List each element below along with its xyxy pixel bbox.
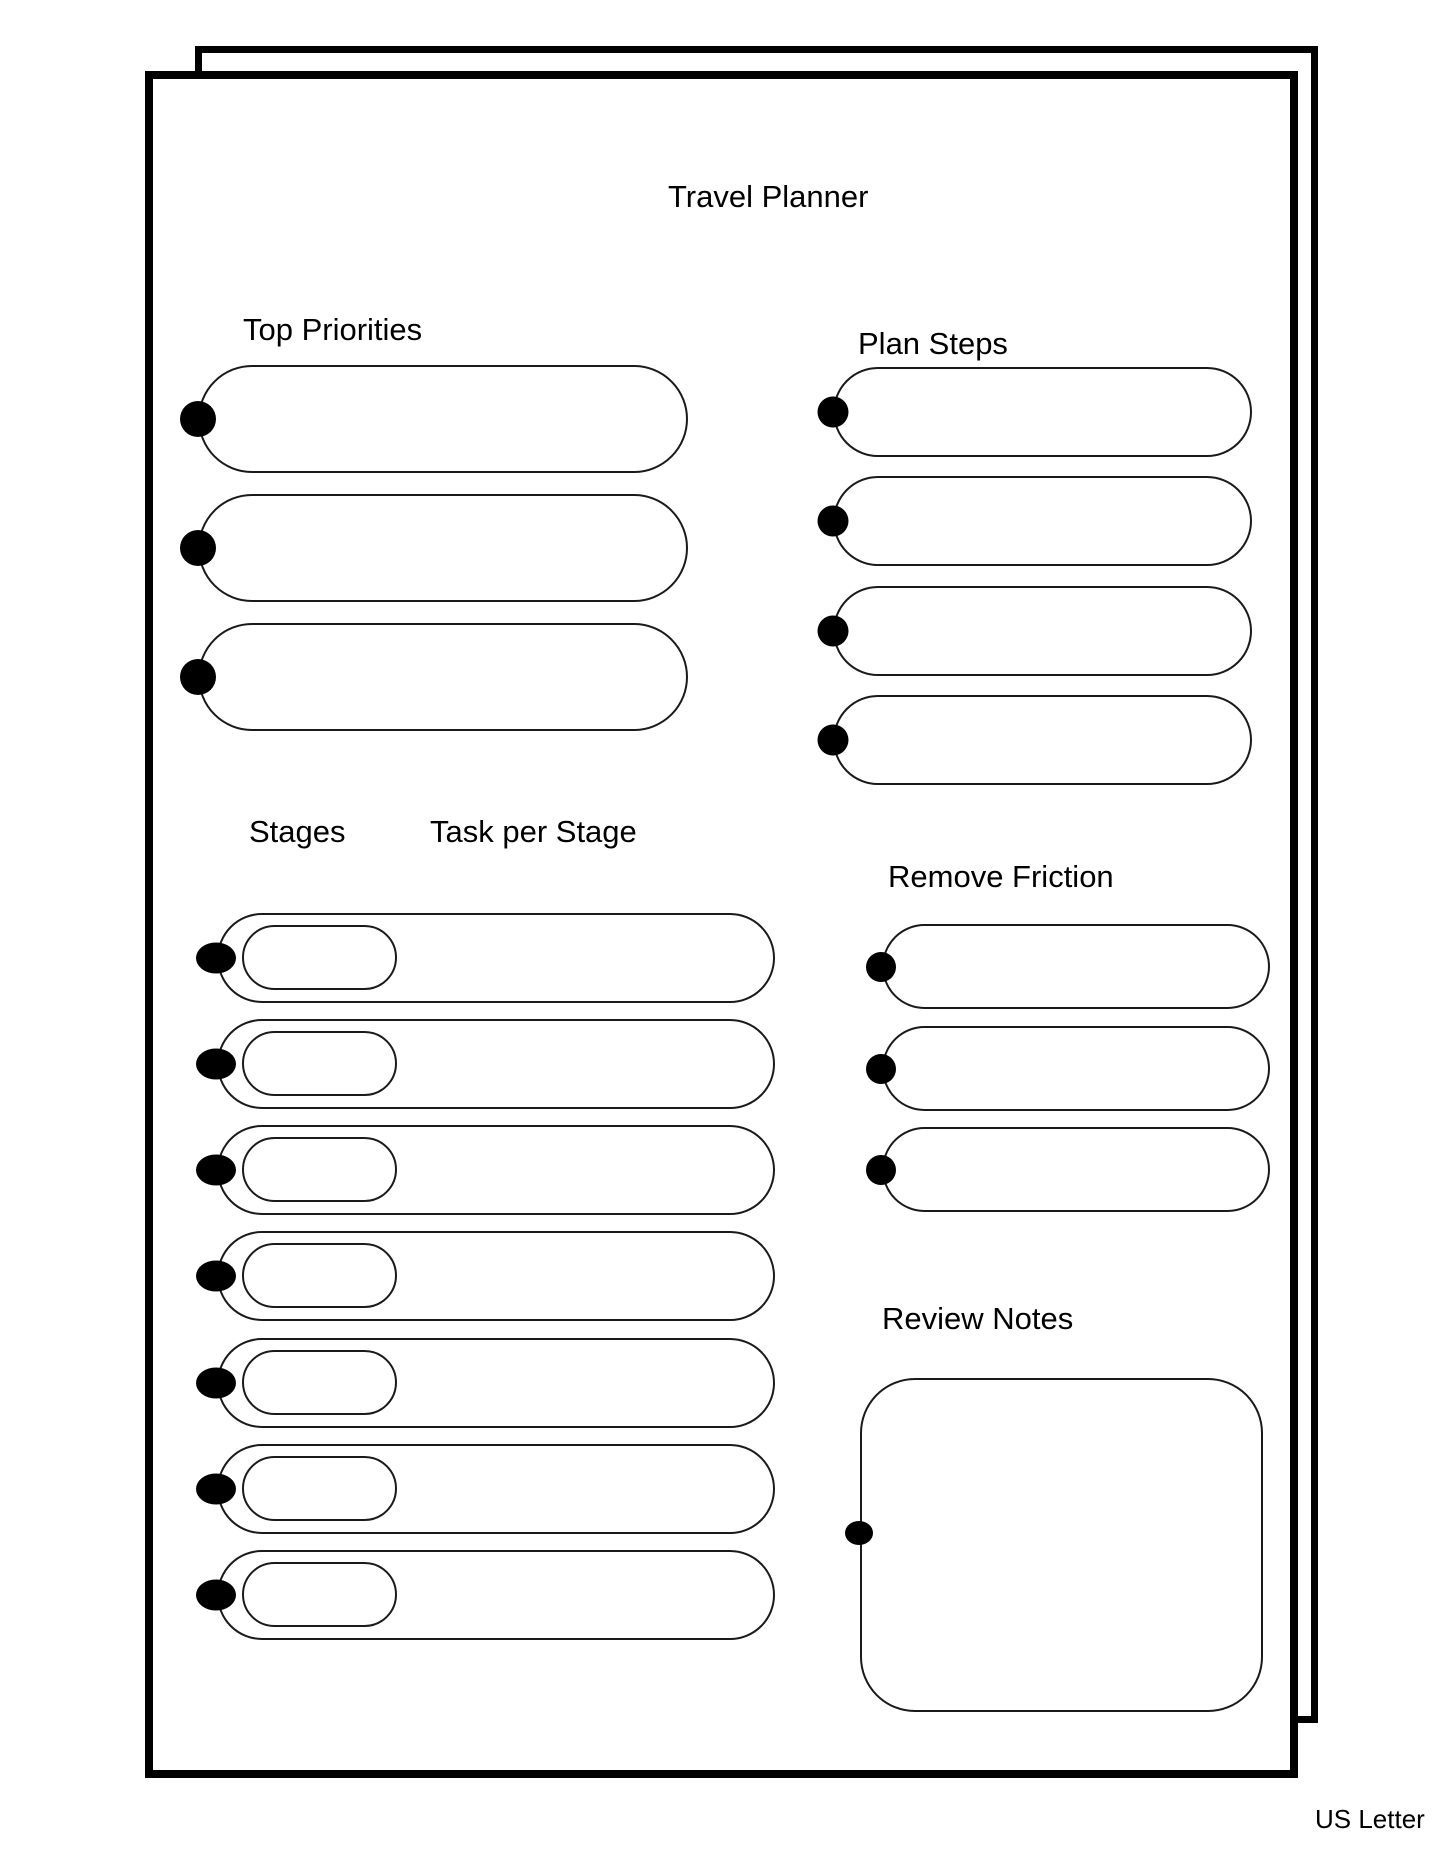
plan-step-bullet-dot-3 xyxy=(818,616,849,647)
task-per-stage-heading: Task per Stage xyxy=(430,814,637,849)
stage-name-field-1[interactable] xyxy=(242,925,397,990)
top-priority-bullet-dot-1 xyxy=(180,401,216,437)
remove-friction-bullet-dot-2 xyxy=(866,1054,896,1084)
remove-friction-heading: Remove Friction xyxy=(888,859,1114,894)
page-title: Travel Planner xyxy=(668,179,869,214)
stage-name-field-6[interactable] xyxy=(242,1456,397,1521)
remove-friction-line-3[interactable] xyxy=(882,1127,1270,1212)
stage-bullet-dot-7 xyxy=(196,1580,236,1611)
top-priority-line-1[interactable] xyxy=(198,365,688,473)
remove-friction-line-2[interactable] xyxy=(882,1026,1270,1111)
stages-heading: Stages xyxy=(249,814,346,849)
stage-bullet-dot-1 xyxy=(196,943,236,974)
stage-bullet-dot-5 xyxy=(196,1368,236,1399)
top-priority-bullet-dot-3 xyxy=(180,659,216,695)
review-notes-heading: Review Notes xyxy=(882,1301,1074,1336)
remove-friction-bullet-dot-3 xyxy=(866,1155,896,1185)
plan-steps-heading: Plan Steps xyxy=(858,326,1008,361)
top-priority-bullet-dot-2 xyxy=(180,530,216,566)
paper-size-label: US Letter xyxy=(1315,1804,1425,1834)
plan-step-bullet-dot-1 xyxy=(818,397,849,428)
stage-bullet-dot-4 xyxy=(196,1261,236,1292)
stage-bullet-dot-6 xyxy=(196,1474,236,1505)
stage-name-field-7[interactable] xyxy=(242,1562,397,1627)
plan-step-bullet-dot-2 xyxy=(818,506,849,537)
plan-step-line-3[interactable] xyxy=(833,586,1252,676)
stage-name-field-4[interactable] xyxy=(242,1243,397,1308)
stage-name-field-2[interactable] xyxy=(242,1031,397,1096)
plan-step-line-2[interactable] xyxy=(833,476,1252,566)
plan-step-line-1[interactable] xyxy=(833,367,1252,457)
top-priorities-heading: Top Priorities xyxy=(243,312,423,347)
remove-friction-bullet-dot-1 xyxy=(866,952,896,982)
stage-bullet-dot-2 xyxy=(196,1049,236,1080)
review-notes-bullet-dot xyxy=(845,1521,873,1545)
stage-name-field-3[interactable] xyxy=(242,1137,397,1202)
review-notes-field[interactable] xyxy=(860,1378,1263,1712)
top-priority-line-3[interactable] xyxy=(198,623,688,731)
stage-name-field-5[interactable] xyxy=(242,1350,397,1415)
plan-step-bullet-dot-4 xyxy=(818,725,849,756)
remove-friction-line-1[interactable] xyxy=(882,924,1270,1009)
plan-step-line-4[interactable] xyxy=(833,695,1252,785)
stage-bullet-dot-3 xyxy=(196,1155,236,1186)
top-priority-line-2[interactable] xyxy=(198,494,688,602)
